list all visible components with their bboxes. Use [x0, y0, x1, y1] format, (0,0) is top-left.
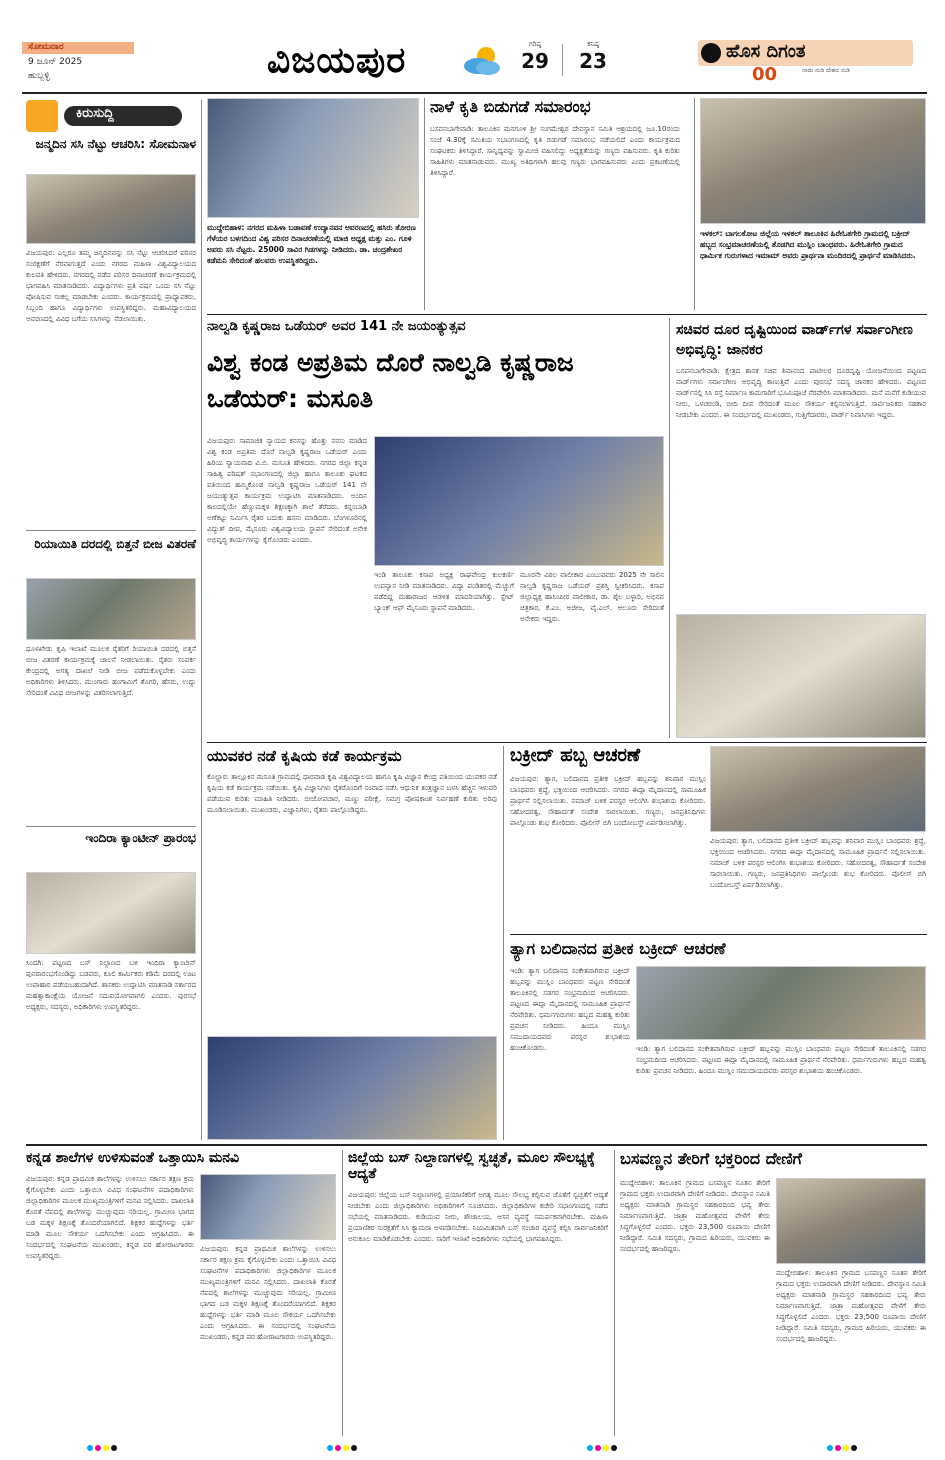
krushi-text: ಕೊಲ್ಹಾರ: ತಾಲ್ಲೂಕಿನ ಮಸೂತಿ ಗ್ರಾಮದಲ್ಲಿ ಧಾರವಾಡ ಕೃಷಿ ವಿಶ್ವವಿದ್ಯಾಲಯ ಹಾಗೂ ಕೃಷಿ ವಿಜ್ಞಾನ ಕೇಂದ್ರ ವತಿಯಿಂದ ಯುವಕರ ನಡೆ ಕೃಷಿಯ ಕಡೆ ಕಾರ್ಯಕ್ರಮ ನಡೆಯಿತು. ಕೃಷಿ ವಿಜ್ಞಾನಿಗಳು ರೈತರೊಂದಿಗೆ ಸಂವಾದ ನಡೆಸಿ ಆಧುನಿಕ ತಂತ್ರಜ್ಞಾನ ಬಳಸಿ ಹೆಚ್ಚಿನ ಇಳುವರಿ ಪಡೆಯುವ ಕುರಿತು ಮಾಹಿತಿ ನೀಡಿದರು. ಬೀಜೋಪಚಾರ, ಮಣ್ಣು ಪರೀಕ್ಷೆ, ಸಮಗ್ರ ಪೋಷಕಾಂಶ ನಿರ್ವಹಣೆ ಕುರಿತು ಅರಿವು ಮೂಡಿಸಲಾಯಿತು. ಮುಖಂಡರು, ವಿಜ್ಞಾನಿಗಳು, ರೈತರು ಪಾಲ್ಗೊಂಡಿದ್ದರು.: [207, 773, 497, 814]
kirusuddi-icon: [26, 100, 58, 132]
bakrid-2-photo: [636, 966, 926, 1040]
page-title: ವಿಜಯಪುರ: [267, 40, 407, 81]
bakrid-1-text: ವಿಜಯಪುರ: ತ್ಯಾಗ, ಬಲಿದಾನದ ಪ್ರತೀಕ ಬಕ್ರೀದ್ ಹಬ್ಬವನ್ನು ಶನಿವಾರ ಮುಸ್ಲಿಂ ಬಾಂಧವರು ಶ್ರದ್ಧೆ, ಭಕ್ತಿಯಿಂದ ಆಚರಿಸಿದರು. ನಗರದ ಈದ್ಗಾ ಮೈದಾನದಲ್ಲಿ ಸಾಮೂಹಿಕ ಪ್ರಾರ್ಥನೆ ಸಲ್ಲಿಸಲಾಯಿತು. ನಮಾಜ್ ಬಳಿಕ ಪರಸ್ಪರ ಆಲಿಂಗಿಸಿ ಶುಭಾಶಯ ಕೋರಿದರು. ಸಹೋದರತ್ವ, ಸೌಹಾರ್ದತೆ ಸಂದೇಶ ಸಾರಲಾಯಿತು. ಗಣ್ಯರು, ಜನಪ್ರತಿನಿಧಿಗಳು ಪಾಲ್ಗೊಂಡು ಶುಭ ಕೋರಿದರು. ಪೊಲೀಸ್ ಬಿಗಿ ಬಂದೋಬಸ್ತ್ ಏರ್ಪಡಿಸಲಾಗಿತ್ತು.: [510, 775, 706, 827]
bakrid-2-headline: ತ್ಯಾಗ ಬಲಿದಾನದ ಪ್ರತೀಕ ಬಕ್ರೀದ್ ಆಚರಣೆ: [510, 939, 726, 958]
kirusuddi-label: ಕಿರುಸುದ್ದಿ: [76, 106, 114, 121]
lead-text-1: ವಿಜಯಪುರ: ಸಾಮಾಜಿಕ ನ್ಯಾಯದ ಕನಸನ್ನು ಹೊತ್ತು ನನಸು ಮಾಡಿದ ವಿಶ್ವ ಕಂಡ ಅಪ್ರತಿಮ ದೊರೆ ನಾಲ್ವಡಿ ಕೃಷ್ಣರಾಜ ಒಡೆಯರ್ ಎಂದು ಹಿರಿಯ ನ್ಯಾಯವಾದಿ ವಿ.ಬಿ. ಮಸೂತಿ ಹೇಳಿದರು. ನಗರದ ಜಿಲ್ಲಾ ಕನ್ನಡ ಸಾಹಿತ್ಯ ಪರಿಷತ್ ಸಭಾಂಗಣದಲ್ಲಿ ಜಿಲ್ಲಾ ಹಾಗೂ ತಾಲೂಕು ಘಟಕದ ವತಿಯಿಂದ ಹಮ್ಮಿಕೊಂಡ ನಾಲ್ವಡಿ ಕೃಷ್ಣರಾಜ ಒಡೆಯರ್ 141 ನೇ ಜಯಂತ್ಯುತ್ಸವ ಕಾರ್ಯಕ್ರಮ ಉದ್ಘಾಟಿಸಿ ಮಾತನಾಡಿದರು. ಅಂದಿನ ಕಾಲದಲ್ಲಿಯೇ ಹೆಣ್ಣುಮಕ್ಕಳ ಶಿಕ್ಷಣಕ್ಕಾಗಿ ಶಾಲೆ ತೆರೆದರು. ಕನ್ನಂಬಾಡಿ ಅಣೆಕಟ್ಟು ನಿರ್ಮಿಸಿ ರೈತರ ಬದುಕು ಹಸನು ಮಾಡಿದರು. ಬೆಂಗಳೂರಿನಲ್ಲಿ ವಿದ್ಯುತ್ ದೀಪ, ಮೈಸೂರು ವಿಶ್ವವಿದ್ಯಾಲಯ ಸ್ಥಾಪನೆ ಸೇರಿದಂತೆ ಅನೇಕ ಅಭಿವೃದ್ಧಿ ಕಾರ್ಯಗಳನ್ನು ಕೈಗೊಂಡರು ಎಂದರು.: [207, 437, 367, 544]
krushi-photo: [207, 1036, 497, 1140]
kirusuddi-headline-3: ಇಂದಿರಾ ಕ್ಯಾಂಟೀನ್ ಪ್ರಾರಂಭ: [85, 831, 196, 845]
bottom-1-text-b: ವಿಜಯಪುರ: ಕನ್ನಡ ಪ್ರಾಥಮಿಕ ಶಾಲೆಗಳನ್ನು ಉಳಿಸಲು ಸರ್ಕಾರ ತಕ್ಷಣ ಕ್ರಮ ಕೈಗೊಳ್ಳಬೇಕು ಎಂದು ಒತ್ತಾಯಿಸಿ ವಿವಿಧ ಸಂಘಟನೆಗಳ ಪದಾಧಿಕಾರಿಗಳು ಜಿಲ್ಲಾಧಿಕಾರಿಗಳ ಮೂಲಕ ಮುಖ್ಯಮಂತ್ರಿಗಳಿಗೆ ಮನವಿ ಸಲ್ಲಿಸಿದರು. ದಾಖಲಾತಿ ಕೊರತೆ ನೆಪದಲ್ಲಿ ಶಾಲೆಗಳನ್ನು ಮುಚ್ಚುವುದು ಸರಿಯಲ್ಲ. ಗ್ರಾಮೀಣ ಭಾಗದ ಬಡ ಮಕ್ಕಳ ಶಿಕ್ಷಣಕ್ಕೆ ತೊಂದರೆಯಾಗಲಿದೆ. ಶಿಕ್ಷಕರ ಹುದ್ದೆಗಳನ್ನು ಭರ್ತಿ ಮಾಡಿ ಮೂಲ ಸೌಕರ್ಯ ಒದಗಿಸಬೇಕು ಎಂದು ಆಗ್ರಹಿಸಿದರು. ಈ ಸಂದರ್ಭದಲ್ಲಿ ಸಂಘಟನೆಯ ಮುಖಂಡರು, ಕನ್ನಡ ಪರ ಹೋರಾಟಗಾರರು ಉಪಸ್ಥಿತರಿದ್ದರು.: [200, 1245, 336, 1341]
kirusuddi-headline-1: ಜನ್ಮದಿನ ಸಸಿ ನೆಟ್ಟು ಆಚರಿಸಿ: ಸೋಮನಾಳ: [35, 137, 196, 151]
brand-icon: [701, 43, 721, 63]
brand-logo: [698, 40, 913, 66]
lead-kicker: ನಾಲ್ವಡಿ ಕೃಷ್ಣರಾಜ ಒಡೆಯರ್ ಅವರ 141 ನೇ ಜಯಂತ್ಯುತ್ಸವ: [207, 319, 466, 334]
brand-name: ಹೊಸ ದಿಗಂತ: [726, 41, 806, 62]
page-number: 00: [752, 64, 778, 85]
kirusuddi-photo-2: [26, 578, 196, 640]
min-temp-label: ಕನಿಷ್ಠ: [587, 40, 599, 48]
kirusuddi-headline-2: ರಿಯಾಯಿತಿ ದರದಲ್ಲಿ ಬಿತ್ತನೆ ಬೀಜ ವಿತರಣೆ: [34, 537, 196, 551]
lead-photo: [374, 436, 664, 566]
bottom-2-text: ವಿಜಯಪುರ: ಜಿಲ್ಲೆಯ ಬಸ್ ನಿಲ್ದಾಣಗಳಲ್ಲಿ ಪ್ರಯಾಣಿಕರಿಗೆ ಅಗತ್ಯ ಮೂಲ ಸೌಲಭ್ಯ ಕಲ್ಪಿಸುವ ಜೊತೆಗೆ ಸ್ವಚ್ಛತೆಗೆ ಆದ್ಯತೆ ನೀಡಬೇಕು ಎಂದು ಜಿಲ್ಲಾಧಿಕಾರಿಗಳು ಅಧಿಕಾರಿಗಳಿಗೆ ಸೂಚಿಸಿದರು. ಜಿಲ್ಲಾಧಿಕಾರಿಗಳ ಕಚೇರಿ ಸಭಾಂಗಣದಲ್ಲಿ ನಡೆದ ಸಭೆಯಲ್ಲಿ ಮಾತನಾಡಿದರು. ಕುಡಿಯುವ ನೀರು, ಶೌಚಾಲಯ, ಆಸನ ವ್ಯವಸ್ಥೆ ಸಮರ್ಪಕವಾಗಿರಬೇಕು. ಮಹಿಳಾ ಪ್ರಯಾಣಿಕರ ಸುರಕ್ಷತೆಗೆ ಸಿಸಿ ಕ್ಯಾಮರಾ ಅಳವಡಿಸಬೇಕು. ನಿಯಮಿತವಾಗಿ ಬಸ್ ಸಂಚಾರ ವ್ಯವಸ್ಥೆ ಕಲ್ಪಿಸಿ ಸಾರ್ವಜನಿಕರಿಗೆ ಅನುಕೂಲ ಮಾಡಿಕೊಡಬೇಕು ಎಂದರು. ಸಾರಿಗೆ ಇಲಾಖೆ ಅಧಿಕಾರಿಗಳು ಸಭೆಯಲ್ಲಿ ಭಾಗವಹಿಸಿದ್ದರು.: [348, 1191, 608, 1243]
kirusuddi-text-1: ವಿಜಯಪುರ: ಎಲ್ಲರೂ ತಮ್ಮ ಜನ್ಮದಿನವನ್ನು ಸಸಿ ನೆಟ್ಟು ಆಚರಿಸಿದರೆ ಪರಿಸರ ಸಂರಕ್ಷಣೆಗೆ ನೆರವಾಗುತ್ತದೆ ಎಂದು ನಗರದ ಮಹಿಳಾ ವಿಶ್ವವಿದ್ಯಾಲಯದ ಕುಲಪತಿ ಹೇಳಿದರು. ನಗರದಲ್ಲಿ ನಡೆದ ಪರಿಸರ ದಿನಾಚರಣೆ ಕಾರ್ಯಕ್ರಮದಲ್ಲಿ ಭಾಗವಹಿಸಿ ಮಾತನಾಡಿದರು. ವಿದ್ಯಾರ್ಥಿಗಳು ಪ್ರತಿ ವರ್ಷ ಒಂದು ಸಸಿ ನೆಟ್ಟು ಪೋಷಿಸುವ ಸಂಕಲ್ಪ ಮಾಡಬೇಕು ಎಂದರು. ಕಾರ್ಯಕ್ರಮದಲ್ಲಿ ಪ್ರಾಧ್ಯಾಪಕರು, ಸಿಬ್ಬಂದಿ ಹಾಗೂ ವಿದ್ಯಾರ್ಥಿಗಳು ಉಪಸ್ಥಿತರಿದ್ದರು. ಮಹಾವಿದ್ಯಾಲಯದ ಆವರಣದಲ್ಲಿ ವಿವಿಧ ಬಗೆಯ ಸಸಿಗಳನ್ನು ನೆಡಲಾಯಿತು.: [26, 249, 196, 323]
max-temp-label: ಗರಿಷ್ಠ: [528, 40, 542, 48]
day-label: ಸೋಮವಾರ: [28, 42, 64, 52]
date-label: 9 ಜೂನ್ 2025: [28, 57, 83, 67]
bottom-1-headline: ಕನ್ನಡ ಶಾಲೆಗಳ ಉಳಿಸುವಂತೆ ಒತ್ತಾಯಿಸಿ ಮನವಿ: [26, 1150, 240, 1166]
lead-text-3: ಮೂರನೇ ವಿಠಲ ವಾಲೀಕಾರ ಎಂಬುವವರು 2025 ನೇ ಸಾಲಿನ ನಾಲ್ವಡಿ ಕೃಷ್ಣರಾಜ ಒಡೆಯರ್ ಪ್ರಶಸ್ತಿ ಸ್ವೀಕರಿಸಿದರು. ಕಸಾಪ ಜಿಲ್ಲಾಧ್ಯಕ್ಷ ಹಾಸಿಂಪೀರ ವಾಲೀಕಾರ, ಡಾ. ಶೈಲ ಬಳ್ಳಾರಿ, ಅಭಿನವ ಚಿತ್ರಕಾರ, ಕೆ.ಎಂ. ಅಜೀಜ, ವೈ.ಎಲ್. ಆಲೂರು ಸೇರಿದಂತೆ ಅನೇಕರು ಇದ್ದರು.: [520, 571, 664, 623]
min-temp-box: [568, 40, 618, 80]
bakrid-2-text: ಇಂಡಿ: ತ್ಯಾಗ ಬಲಿದಾನದ ಸಂಕೇತವಾಗಿರುವ ಬಕ್ರೀದ್ ಹಬ್ಬವನ್ನು ಮುಸ್ಲಿಂ ಬಾಂಧವರು ಪಟ್ಟಣ ಸೇರಿದಂತೆ ತಾಲೂಕಿನಲ್ಲಿ ಸಡಗರ ಸಂಭ್ರಮದಿಂದ ಆಚರಿಸಿದರು. ಪಟ್ಟಣದ ಈದ್ಗಾ ಮೈದಾನದಲ್ಲಿ ಸಾಮೂಹಿಕ ಪ್ರಾರ್ಥನೆ ನೆರವೇರಿತು. ಧರ್ಮಗುರುಗಳು ಹಬ್ಬದ ಮಹತ್ವ ಕುರಿತು ಪ್ರವಚನ ನೀಡಿದರು. ಹಿಂದೂ ಮುಸ್ಲಿಂ ಸಮುದಾಯದವರು ಪರಸ್ಪರ ಶುಭಾಶಯ ಹಂಚಿಕೊಂಡರು.: [510, 967, 630, 1052]
bottom-1-text-a: ವಿಜಯಪುರ: ಕನ್ನಡ ಪ್ರಾಥಮಿಕ ಶಾಲೆಗಳನ್ನು ಉಳಿಸಲು ಸರ್ಕಾರ ತಕ್ಷಣ ಕ್ರಮ ಕೈಗೊಳ್ಳಬೇಕು ಎಂದು ಒತ್ತಾಯಿಸಿ ವಿವಿಧ ಸಂಘಟನೆಗಳ ಪದಾಧಿಕಾರಿಗಳು ಜಿಲ್ಲಾಧಿಕಾರಿಗಳ ಮೂಲಕ ಮುಖ್ಯಮಂತ್ರಿಗಳಿಗೆ ಮನವಿ ಸಲ್ಲಿಸಿದರು. ದಾಖಲಾತಿ ಕೊರತೆ ನೆಪದಲ್ಲಿ ಶಾಲೆಗಳನ್ನು ಮುಚ್ಚುವುದು ಸರಿಯಲ್ಲ. ಗ್ರಾಮೀಣ ಭಾಗದ ಬಡ ಮಕ್ಕಳ ಶಿಕ್ಷಣಕ್ಕೆ ತೊಂದರೆಯಾಗಲಿದೆ. ಶಿಕ್ಷಕರ ಹುದ್ದೆಗಳನ್ನು ಭರ್ತಿ ಮಾಡಿ ಮೂಲ ಸೌಕರ್ಯ ಒದಗಿಸಬೇಕು ಎಂದು ಆಗ್ರಹಿಸಿದರು. ಈ ಸಂದರ್ಭದಲ್ಲಿ ಸಂಘಟನೆಯ ಮುಖಂಡರು, ಕನ್ನಡ ಪರ ಹೋರಾಟಗಾರರು ಉಪಸ್ಥಿತರಿದ್ದರು.: [26, 1175, 194, 1260]
max-temp-value: 29: [521, 49, 549, 73]
kirusuddi-photo-1: [26, 174, 196, 244]
krushi-headline: ಯುವಕರ ನಡೆ ಕೃಷಿಯ ಕಡೆ ಕಾರ್ಯಕ್ರಮ: [207, 747, 402, 765]
lead-headline: ವಿಶ್ವ ಕಂಡ ಅಪ್ರತಿಮ ದೊರೆ ನಾಲ್ವಡಿ ಕೃಷ್ಣರಾಜ ಒಡೆಯರ್: ಮಸೂತಿ: [207, 348, 574, 413]
top-story-3-caption: ಇಳಕಲ್: ಬಾಗಲಕೋಟ ಜಿಲ್ಲೆಯ ಇಳಕಲ್ ತಾಲೂಕಿನ ಹಿರೇಓತಗೇರಿ ಗ್ರಾಮದಲ್ಲಿ ಬಕ್ರೀದ್ ಹಬ್ಬದ ಸಂಭ್ರಮಾಚರಣೆಯಲ್ಲಿ ತೊಡಗಿದ ಮುಸ್ಲಿಂ ಬಾಂಧವರು. ಹಿರೇಓತಗೇರಿ ಗ್ರಾಮದ ಧಾರ್ಮಿಕ ಗುರುಗಳಾದ ಇಮಾಮ್ ಅವರು ಪ್ರಾರ್ಥನಾ ಮಂದಿರದಲ್ಲಿ ಪ್ರಾರ್ಥನೆ ಮಾಡಿಸಿದರು.: [700, 229, 916, 260]
kirusuddi-badge: [26, 100, 196, 132]
min-temp-value: 23: [579, 49, 607, 73]
bakrid-2-photo-text: ಇಂಡಿ: ತ್ಯಾಗ ಬಲಿದಾನದ ಸಂಕೇತವಾಗಿರುವ ಬಕ್ರೀದ್ ಹಬ್ಬವನ್ನು ಮುಸ್ಲಿಂ ಬಾಂಧವರು ಪಟ್ಟಣ ಸೇರಿದಂತೆ ತಾಲೂಕಿನಲ್ಲಿ ಸಡಗರ ಸಂಭ್ರಮದಿಂದ ಆಚರಿಸಿದರು. ಪಟ್ಟಣದ ಈದ್ಗಾ ಮೈದಾನದಲ್ಲಿ ಸಾಮೂಹಿಕ ಪ್ರಾರ್ಥನೆ ನೆರವೇರಿತು. ಧರ್ಮಗುರುಗಳು ಹಬ್ಬದ ಮಹತ್ವ ಕುರಿತು ಪ್ರವಚನ ನೀಡಿದರು. ಹಿಂದೂ ಮುಸ್ಲಿಂ ಸಮುದಾಯದವರು ಪರಸ್ಪರ ಶುಭಾಶಯ ಹಂಚಿಕೊಂಡರು.: [636, 1045, 926, 1075]
janakara-headline: ಸಚಿವರ ದೂರ ದೃಷ್ಟಿಯಿಂದ ವಾರ್ಡ್‌ಗಳ ಸರ್ವಾಂಗೀಣ ಅಭಿವೃದ್ಧಿ: ಜಾನಕರ: [676, 322, 913, 358]
weather-icon: [458, 44, 504, 78]
bakrid-1-photo: [710, 746, 926, 832]
janakara-photo: [676, 614, 926, 738]
date-box: [22, 40, 134, 88]
kirusuddi-text-2: ಧೂಳಖೇಡ: ಕೃಷಿ ಇಲಾಖೆ ಮೂಲಕ ರೈತರಿಗೆ ರಿಯಾಯಿತಿ ದರದಲ್ಲಿ ಬಿತ್ತನೆ ಬೀಜ ವಿತರಣೆ ಕಾರ್ಯಕ್ರಮಕ್ಕೆ ಚಾಲನೆ ನೀಡಲಾಯಿತು. ರೈತರು ಸಂಪರ್ಕ ಕೇಂದ್ರದಲ್ಲಿ ಅಗತ್ಯ ದಾಖಲೆ ನೀಡಿ ಬೀಜ ಪಡೆದುಕೊಳ್ಳಬೇಕು ಎಂದು ಅಧಿಕಾರಿಗಳು ತಿಳಿಸಿದರು. ಮುಂಗಾರು ಹಂಗಾಮಿಗೆ ತೊಗರಿ, ಹೆಸರು, ಉದ್ದು ಸೇರಿದಂತೆ ವಿವಿಧ ಬೀಜಗಳನ್ನು ವಿತರಿಸಲಾಗುತ್ತಿದೆ.: [26, 645, 196, 697]
city-label: ಹುಬ್ಬಳ್ಳಿ: [28, 71, 50, 81]
top-story-1-caption: ಮುದ್ದೇಬಿಹಾಳ: ನಗರದ ಮಹಿಳಾ ಬಡಾವಣೆ ಉದ್ಯಾನವನ ಆವರಣದಲ್ಲಿ ಹಸಿರು ತೋರಣ ಗೆಳೆಯರ ಬಳಗದಿಂದ ವಿಶ್ವ ಪರಿಸರ ದಿನಾಚರಣೆಯಲ್ಲಿ ಮಾಜಿ ಅಧ್ಯಕ್ಷ ಮತ್ತು ಎಂ. ಗೂಳಿ ಅವರು ಸಸಿ ನೆಟ್ಟರು. 25000 ಸಾವಿರ ಗಿಡಗಳನ್ನು ನೀಡಿದರು. ಡಾ. ಚಂದ್ರಶೇಖರ ಕಡೆಮನಿ ಸೇರಿದಂತೆ ಹಲವರು ಉಪಸ್ಥಿತರಿದ್ದರು.: [207, 223, 416, 265]
max-temp-box: [510, 40, 560, 80]
masthead: [22, 40, 927, 92]
top-story-2-text: ಬಸವನಬಾಗೇವಾಡಿ: ತಾಲೂಕಿನ ಮನಗೂಳಿ ಶ್ರೀ ಸಂಗಮೇಶ್ವರ ದೇವಸ್ಥಾನ ಸಮಿತಿ ಆಶ್ರಯದಲ್ಲಿ ಜೂ.10ರಂದು ಸಂಜೆ 4.30ಕ್ಕೆ ಸಮಿತಿಯ ಸಭಾಂಗಣದಲ್ಲಿ ಕೃತಿ ಬಿಡುಗಡೆ ಸಮಾರಂಭ ನಡೆಯಲಿದೆ ಎಂದು ಕಾರ್ಯಕ್ರಮದ ಸಂಘಟಕರು ತಿಳಿಸಿದ್ದಾರೆ. ಸಾನ್ನಿಧ್ಯವನ್ನು ಸ್ವಾಮೀಜಿ ವಹಿಸಲಿದ್ದು ಅಧ್ಯಕ್ಷತೆಯನ್ನು ಗಣ್ಯರು ವಹಿಸುವರು. ಕೃತಿ ಕುರಿತು ಸಾಹಿತಿಗಳು ಮಾತನಾಡುವರು. ಮುಖ್ಯ ಅತಿಥಿಗಳಾಗಿ ಹಲವು ಗಣ್ಯರು ಭಾಗವಹಿಸುವರು ಎಂದು ಪ್ರಕಟಣೆಯಲ್ಲಿ ತಿಳಿಸಿದ್ದಾರೆ.: [430, 125, 680, 177]
registration-marks: [0, 1440, 945, 1454]
bottom-3-text: ಮುದ್ದೇಬಿಹಾಳ: ತಾಲೂಕಿನ ಗ್ರಾಮದ ಬಸವಣ್ಣನ ನೂತನ ತೇರಿಗೆ ಗ್ರಾಮದ ಭಕ್ತರು ಉದಾರವಾಗಿ ದೇಣಿಗೆ ನೀಡಿದರು. ದೇವಸ್ಥಾನ ಸಮಿತಿ ಅಧ್ಯಕ್ಷರು ಮಾತನಾಡಿ ಗ್ರಾಮಸ್ಥರ ಸಹಕಾರದಿಂದ ಭವ್ಯ ತೇರು ನಿರ್ಮಾಣವಾಗುತ್ತಿದೆ. ಜಾತ್ರಾ ಮಹೋತ್ಸವದ ವೇಳೆಗೆ ತೇರು ಸಿದ್ಧಗೊಳ್ಳಲಿದೆ ಎಂದರು. ಭಕ್ತರು 23,500 ರೂಪಾಯಿ ದೇಣಿಗೆ ನೀಡಿದ್ದಾರೆ. ಸಮಿತಿ ಸದಸ್ಯರು, ಗ್ರಾಮದ ಹಿರಿಯರು, ಯುವಕರು ಈ ಸಂದರ್ಭದಲ್ಲಿ ಹಾಜರಿದ್ದರು.: [620, 1179, 770, 1253]
lead-text-2: ಇಂಡಿ ತಾಲೂಕು ಕಸಾಪ ಅಧ್ಯಕ್ಷ ರಾಘವೇಂದ್ರ ಕುಲಕರ್ಣಿ ಉಪನ್ಯಾಸ ನೀಡಿ ಮಾತನಾಡಿದರು. ವಿದ್ಯಾ ಪಂಡಿತರಲ್ಲಿ ಮೆಚ್ಚುಗೆ ಪಡೆದಿದ್ದ ಮಹಾರಾಜರ ಆಡಳಿತ ಮಾದರಿಯಾಗಿತ್ತು. ಸ್ಟೇಟ್ ಬ್ಯಾಂಕ್ ಆಫ್ ಮೈಸೂರು ಸ್ಥಾಪನೆ ಮಾಡಿದರು.: [374, 571, 514, 612]
kirusuddi-photo-3: [26, 872, 196, 954]
bottom-2-headline: ಜಿಲ್ಲೆಯ ಬಸ್ ನಿಲ್ದಾಣಗಳಲ್ಲಿ ಸ್ವಚ್ಛತೆ, ಮೂಲ ಸೌಲಭ್ಯಕ್ಕೆ ಆದ್ಯತೆ: [348, 1150, 595, 1183]
bakrid-1-photo-text: ವಿಜಯಪುರ: ತ್ಯಾಗ, ಬಲಿದಾನದ ಪ್ರತೀಕ ಬಕ್ರೀದ್ ಹಬ್ಬವನ್ನು ಶನಿವಾರ ಮುಸ್ಲಿಂ ಬಾಂಧವರು ಶ್ರದ್ಧೆ, ಭಕ್ತಿಯಿಂದ ಆಚರಿಸಿದರು. ನಗರದ ಈದ್ಗಾ ಮೈದಾನದಲ್ಲಿ ಸಾಮೂಹಿಕ ಪ್ರಾರ್ಥನೆ ಸಲ್ಲಿಸಲಾಯಿತು. ನಮಾಜ್ ಬಳಿಕ ಪರಸ್ಪರ ಆಲಿಂಗಿಸಿ ಶುಭಾಶಯ ಕೋರಿದರು. ಸಹೋದರತ್ವ, ಸೌಹಾರ್ದತೆ ಸಂದೇಶ ಸಾರಲಾಯಿತು. ಗಣ್ಯರು, ಜನಪ್ರತಿನಿಧಿಗಳು ಪಾಲ್ಗೊಂಡು ಶುಭ ಕೋರಿದರು. ಪೊಲೀಸ್ ಬಿಗಿ ಬಂದೋಬಸ್ತ್ ಏರ್ಪಡಿಸಲಾಗಿತ್ತು.: [710, 837, 926, 889]
top-story-3-photo: [700, 98, 926, 224]
janakara-text: ಬಸವನಬಾಗೇವಾಡಿ: ಕ್ಷೇತ್ರದ ಶಾಸಕ ಸಚಿವ ಶಿವಾನಂದ ಪಾಟೀಲರ ದೂರದೃಷ್ಟಿ ಯೋಜನೆಯಿಂದ ಪಟ್ಟಣದ ವಾರ್ಡ್‌ಗಳು ಸರ್ವಾಂಗೀಣ ಅಭಿವೃದ್ಧಿ ಕಾಣುತ್ತಿವೆ ಎಂದು ಪುರಸಭೆ ಸದಸ್ಯ ಜಾನಕರ ಹೇಳಿದರು. ಪಟ್ಟಣದ ವಾರ್ಡ್‌ನಲ್ಲಿ ಸಿಸಿ ರಸ್ತೆ ನಿರ್ಮಾಣ ಕಾಮಗಾರಿಗೆ ಭೂಮಿಪೂಜೆ ನೆರವೇರಿಸಿ ಮಾತನಾಡಿದರು. ಮನೆ ಮನೆಗೆ ಕುಡಿಯುವ ನೀರು, ಒಳಚರಂಡಿ, ಬೀದಿ ದೀಪ ಸೇರಿದಂತೆ ಮೂಲ ಸೌಕರ್ಯ ಕಲ್ಪಿಸಲಾಗುತ್ತಿದೆ. ಸಾರ್ವಜನಿಕರು ಸಹಕಾರ ನೀಡಬೇಕು ಎಂದರು. ಈ ಸಂದರ್ಭದಲ್ಲಿ ಮುಖಂಡರು, ಗುತ್ತಿಗೆದಾರರು, ವಾರ್ಡ್ ನಿವಾಸಿಗಳು ಇದ್ದರು.: [676, 367, 926, 419]
bottom-3-headline: ಬಸವಣ್ಣನ ತೇರಿಗೆ ಭಕ್ತರಿಂದ ದೇಣಿಗೆ: [620, 1149, 802, 1168]
top-story-1-photo: [207, 98, 419, 218]
bottom-3-photo: [776, 1178, 926, 1264]
bottom-1-photo: [200, 1174, 336, 1240]
brand-tagline: ನಾಡು ನುಡಿ ದೇಶದ ನುಡಿ: [802, 67, 850, 74]
top-story-2-headline: ನಾಳೆ ಕೃತಿ ಬಿಡುಗಡೆ ಸಮಾರಂಭ: [430, 97, 591, 116]
kirusuddi-text-3: ಸಿಂದಗಿ: ಪಟ್ಟಣದ ಬಸ್ ನಿಲ್ದಾಣದ ಬಳಿ ಇಂದಿರಾ ಕ್ಯಾಂಟೀನ್ ಪುನರಾರಂಭಗೊಂಡಿದ್ದು ಬಡವರು, ಕೂಲಿ ಕಾರ್ಮಿಕರು ಕಡಿಮೆ ದರದಲ್ಲಿ ಊಟ ಉಪಾಹಾರ ಪಡೆಯಬಹುದಾಗಿದೆ. ಶಾಸಕರು ಉದ್ಘಾಟಿಸಿ ಮಾತನಾಡಿ ಸರ್ಕಾರದ ಮಹತ್ವಾಕಾಂಕ್ಷೆಯ ಯೋಜನೆ ಸದುಪಯೋಗವಾಗಲಿ ಎಂದರು. ಪುರಸಭೆ ಅಧ್ಯಕ್ಷರು, ಸದಸ್ಯರು, ಅಧಿಕಾರಿಗಳು ಉಪಸ್ಥಿತರಿದ್ದರು.: [26, 959, 196, 1011]
bakrid-1-headline: ಬಕ್ರೀದ್ ಹಬ್ಬ ಆಚರಣೆ: [510, 745, 641, 766]
bottom-3-text-b: ಮುದ್ದೇಬಿಹಾಳ: ತಾಲೂಕಿನ ಗ್ರಾಮದ ಬಸವಣ್ಣನ ನೂತನ ತೇರಿಗೆ ಗ್ರಾಮದ ಭಕ್ತರು ಉದಾರವಾಗಿ ದೇಣಿಗೆ ನೀಡಿದರು. ದೇವಸ್ಥಾನ ಸಮಿತಿ ಅಧ್ಯಕ್ಷರು ಮಾತನಾಡಿ ಗ್ರಾಮಸ್ಥರ ಸಹಕಾರದಿಂದ ಭವ್ಯ ತೇರು ನಿರ್ಮಾಣವಾಗುತ್ತಿದೆ. ಜಾತ್ರಾ ಮಹೋತ್ಸವದ ವೇಳೆಗೆ ತೇರು ಸಿದ್ಧಗೊಳ್ಳಲಿದೆ ಎಂದರು. ಭಕ್ತರು 23,500 ರೂಪಾಯಿ ದೇಣಿಗೆ ನೀಡಿದ್ದಾರೆ. ಸಮಿತಿ ಸದಸ್ಯರು, ಗ್ರಾಮದ ಹಿರಿಯರು, ಯುವಕರು ಈ ಸಂದರ್ಭದಲ್ಲಿ ಹಾಜರಿದ್ದರು.: [776, 1269, 926, 1343]
